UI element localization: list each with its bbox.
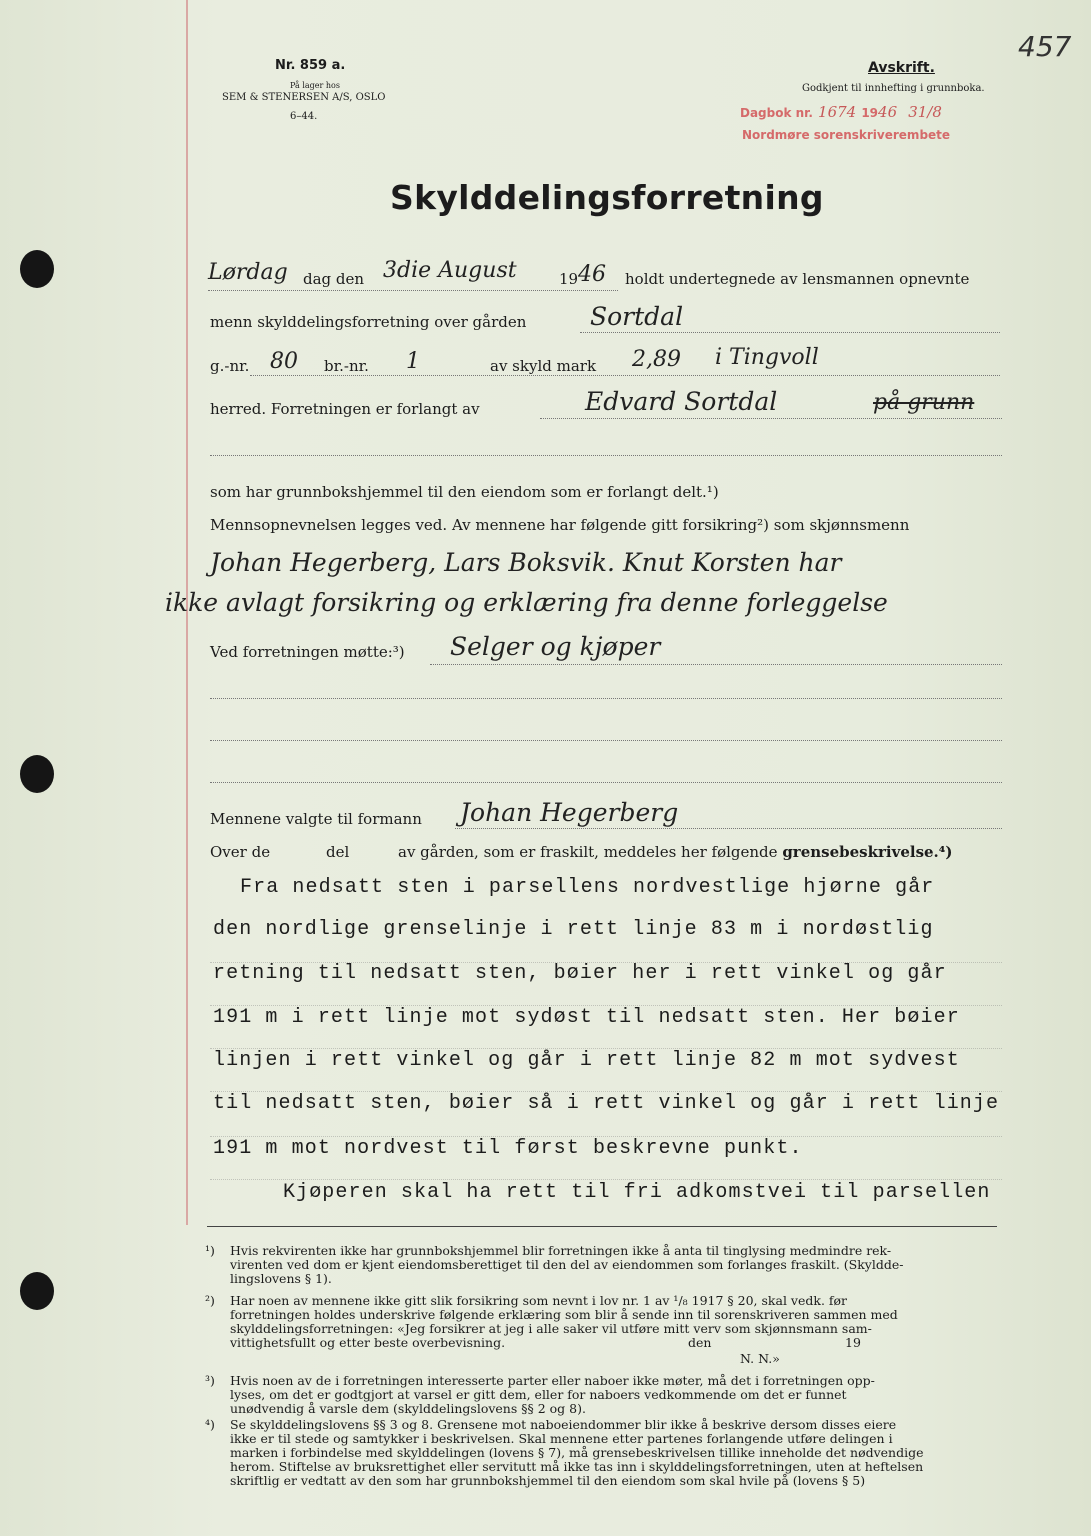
description-line: den nordlige grenselinje i rett linje 83 m i nordøstlig bbox=[213, 918, 934, 941]
fill-line bbox=[210, 1048, 1002, 1049]
office-stamp: Nordmøre sorenskriverembete bbox=[742, 128, 951, 142]
footnote-2-line: skylddelingsforretningen: «Jeg forsikrer at jeg i alle saker vil utføre mitt verv som skjønnsmann sam- bbox=[230, 1321, 872, 1336]
description-line: 191 m i rett linje mot sydøst til nedsatt sten. Her bøier bbox=[213, 1006, 960, 1029]
footnote-mark: ⁴) bbox=[205, 1417, 215, 1432]
copy-label: Avskrift. bbox=[868, 60, 935, 76]
fill-line bbox=[210, 740, 1002, 741]
requester-handwritten: Edvard Sortdal bbox=[585, 387, 778, 416]
fill-line bbox=[540, 418, 1002, 419]
dag-den-label: dag den bbox=[303, 270, 365, 288]
skyld-handwritten: 2,89 bbox=[632, 347, 681, 372]
footnote-mark: ³) bbox=[205, 1373, 215, 1388]
footnote-2-den: den bbox=[688, 1335, 712, 1350]
footnote-1-line: virenten ved dom er kjent eiendomsberettiget til den del av eiendommen som forlanges fraskilt. (Skyldde- bbox=[230, 1257, 904, 1272]
fill-line bbox=[210, 782, 1002, 783]
dagbok-year-prefix: 19 bbox=[861, 106, 879, 120]
grunnbok-text: som har grunnbokshjemmel til den eiendom som er forlangt delt.¹) bbox=[210, 483, 719, 501]
fill-line bbox=[210, 1005, 1002, 1006]
description-line: 191 m mot nordvest til først beskrevne punkt. bbox=[213, 1137, 803, 1160]
men-handwritten-line1: Johan Hegerberg, Lars Boksvik. Knut Korsten har bbox=[210, 548, 842, 577]
fill-line bbox=[210, 698, 1002, 699]
footnote-mark: ²) bbox=[205, 1293, 215, 1308]
fill-line bbox=[210, 1091, 1002, 1092]
footnote-4-line: ikke er til stede og samtykker i beskrivelsen. Skal mennene etter partenes forlangende utføre delingen i bbox=[230, 1431, 893, 1446]
gnr-handwritten: 80 bbox=[270, 349, 298, 374]
grense-intro-text: av gården, som er fraskilt, meddeles her følgende bbox=[398, 843, 778, 861]
del-label: del bbox=[326, 843, 350, 861]
grense-intro bbox=[398, 843, 952, 861]
grense-bold-text: grensebeskrivelse.⁴) bbox=[782, 843, 953, 861]
footnote-3-line: Hvis noen av de i forretningen interesserte parter eller naboer ikke møter, må det i forretningen opp- bbox=[230, 1373, 875, 1388]
year-prefix: 19 bbox=[559, 270, 579, 288]
publisher-date: 6–44. bbox=[290, 111, 318, 122]
holdt-text: holdt undertegnede av lensmannen opnevnte bbox=[625, 270, 970, 288]
description-line: Fra nedsatt sten i parsellens nordvestlige hjørne går bbox=[240, 876, 935, 899]
dagbok-label: Dagbok nr. bbox=[740, 106, 813, 120]
fill-line bbox=[455, 828, 1002, 829]
year-handwritten: 46 bbox=[578, 262, 606, 287]
description-line: Kjøperen skal ha rett til fri adkomstvei til parsellen bbox=[283, 1181, 991, 1204]
dagbok-stamp bbox=[740, 102, 942, 121]
fill-line bbox=[430, 664, 1002, 665]
requester-struck-handwritten: på grunn bbox=[873, 390, 975, 415]
dagbok-date: 31/8 bbox=[908, 103, 942, 121]
footnote-4-line: skriftlig er vedtatt av den som har grunnbokshjemmel til den eiendom som skal hvile på (lovens § 5) bbox=[230, 1473, 866, 1488]
footnote-2-line: vittighetsfullt og etter beste overbevisning. bbox=[230, 1335, 506, 1350]
formann-label: Mennene valgte til formann bbox=[210, 810, 422, 828]
fill-line bbox=[210, 455, 1002, 456]
fill-line bbox=[208, 290, 618, 291]
footnote-1-line: lingslovens § 1). bbox=[230, 1271, 332, 1286]
date-handwritten: 3die August bbox=[383, 258, 517, 283]
mennsop-text: Mennsopnevnelsen legges ved. Av mennene har følgende gitt forsikring²) som skjønnsmenn bbox=[210, 516, 910, 534]
publisher-name: SEM & STENERSEN A/S, OSLO bbox=[222, 92, 386, 103]
dagbok-number: 1674 bbox=[818, 103, 857, 121]
punch-hole bbox=[20, 250, 54, 288]
approval-text: Godkjent til innhefting i grunnboka. bbox=[802, 83, 985, 94]
footnote-2-sign: N. N.» bbox=[740, 1351, 780, 1366]
gnr-label: g.-nr. bbox=[210, 357, 250, 375]
skyld-label: av skyld mark bbox=[490, 357, 597, 375]
punch-hole bbox=[20, 755, 54, 793]
men-handwritten-line2: ikke avlagt forsikring og erklæring fra denne forleggelse bbox=[165, 588, 888, 617]
document-title: Skylddelingsforretning bbox=[390, 178, 824, 217]
motte-label: Ved forretningen møtte:³) bbox=[210, 643, 405, 661]
footnote-1-line: Hvis rekvirenten ikke har grunnbokshjemmel blir forretningen ikke å anta til tinglysing medmindre rek- bbox=[230, 1243, 892, 1258]
fill-line bbox=[210, 1136, 1002, 1137]
footnote-2-year: 19 bbox=[845, 1335, 861, 1350]
publisher-line: På lager hos bbox=[290, 81, 340, 90]
footnote-4-line: Se skylddelingslovens §§ 3 og 8. Grensene mot naboeiendommer blir ikke å beskrive dersom disses eiere bbox=[230, 1417, 897, 1432]
motte-handwritten: Selger og kjøper bbox=[450, 632, 661, 661]
farm-handwritten: Sortdal bbox=[590, 302, 684, 331]
dagbok-year: 46 bbox=[878, 103, 898, 121]
description-line: retning til nedsatt sten, bøier her i rett vinkel og går bbox=[213, 962, 947, 985]
bnr-label: br.-nr. bbox=[324, 357, 369, 375]
footnote-mark: ¹) bbox=[205, 1243, 215, 1258]
footnote-3-line: lyses, om det er godtgjort at varsel er gitt dem, eller for naboers vedkommende om det er funnet bbox=[230, 1387, 847, 1402]
form-number: Nr. 859 a. bbox=[275, 58, 346, 73]
footnote-4-line: marken i forbindelse med skylddelingen (lovens § 7), må grensebeskrivelsen tillike inneholde det nødvendige bbox=[230, 1445, 924, 1460]
fill-line bbox=[580, 332, 1000, 333]
fill-line bbox=[250, 375, 1000, 376]
over-de-label: Over de bbox=[210, 843, 271, 861]
skyld-place-handwritten: i Tingvoll bbox=[715, 345, 819, 370]
herred-text: herred. Forretningen er forlangt av bbox=[210, 400, 480, 418]
fill-line bbox=[210, 1179, 1002, 1180]
footnote-2-line: Har noen av mennene ikke gitt slik forsikring som nevnt i lov nr. 1 av ¹/₈ 1917 § 20, skal vedk. før bbox=[230, 1293, 848, 1308]
description-line: til nedsatt sten, bøier så i rett vinkel og går i rett linje bbox=[213, 1092, 1000, 1115]
footnote-rule bbox=[207, 1226, 997, 1227]
weekday-handwritten: Lørdag bbox=[208, 260, 288, 285]
punch-hole bbox=[20, 1272, 54, 1310]
formann-handwritten: Johan Hegerberg bbox=[460, 798, 679, 827]
menn-text: menn skylddelingsforretning over gården bbox=[210, 313, 527, 331]
page-number: 457 bbox=[1018, 30, 1072, 63]
footnote-3-line: unødvendig å varsle dem (skylddelingslovens §§ 2 og 8). bbox=[230, 1401, 586, 1416]
footnote-4-line: herom. Stiftelse av bruksrettighet eller servitutt må ikke tas inn i skylddelingsforretningen, uten at heftelsen bbox=[230, 1459, 924, 1474]
description-line: linjen i rett vinkel og går i rett linje 82 m mot sydvest bbox=[213, 1049, 960, 1072]
fill-line bbox=[210, 962, 1002, 963]
bnr-handwritten: 1 bbox=[406, 349, 420, 374]
footnote-2-line: forretningen holdes underskrive følgende erklæring som blir å sende inn til sorenskriveren sammen med bbox=[230, 1307, 898, 1322]
